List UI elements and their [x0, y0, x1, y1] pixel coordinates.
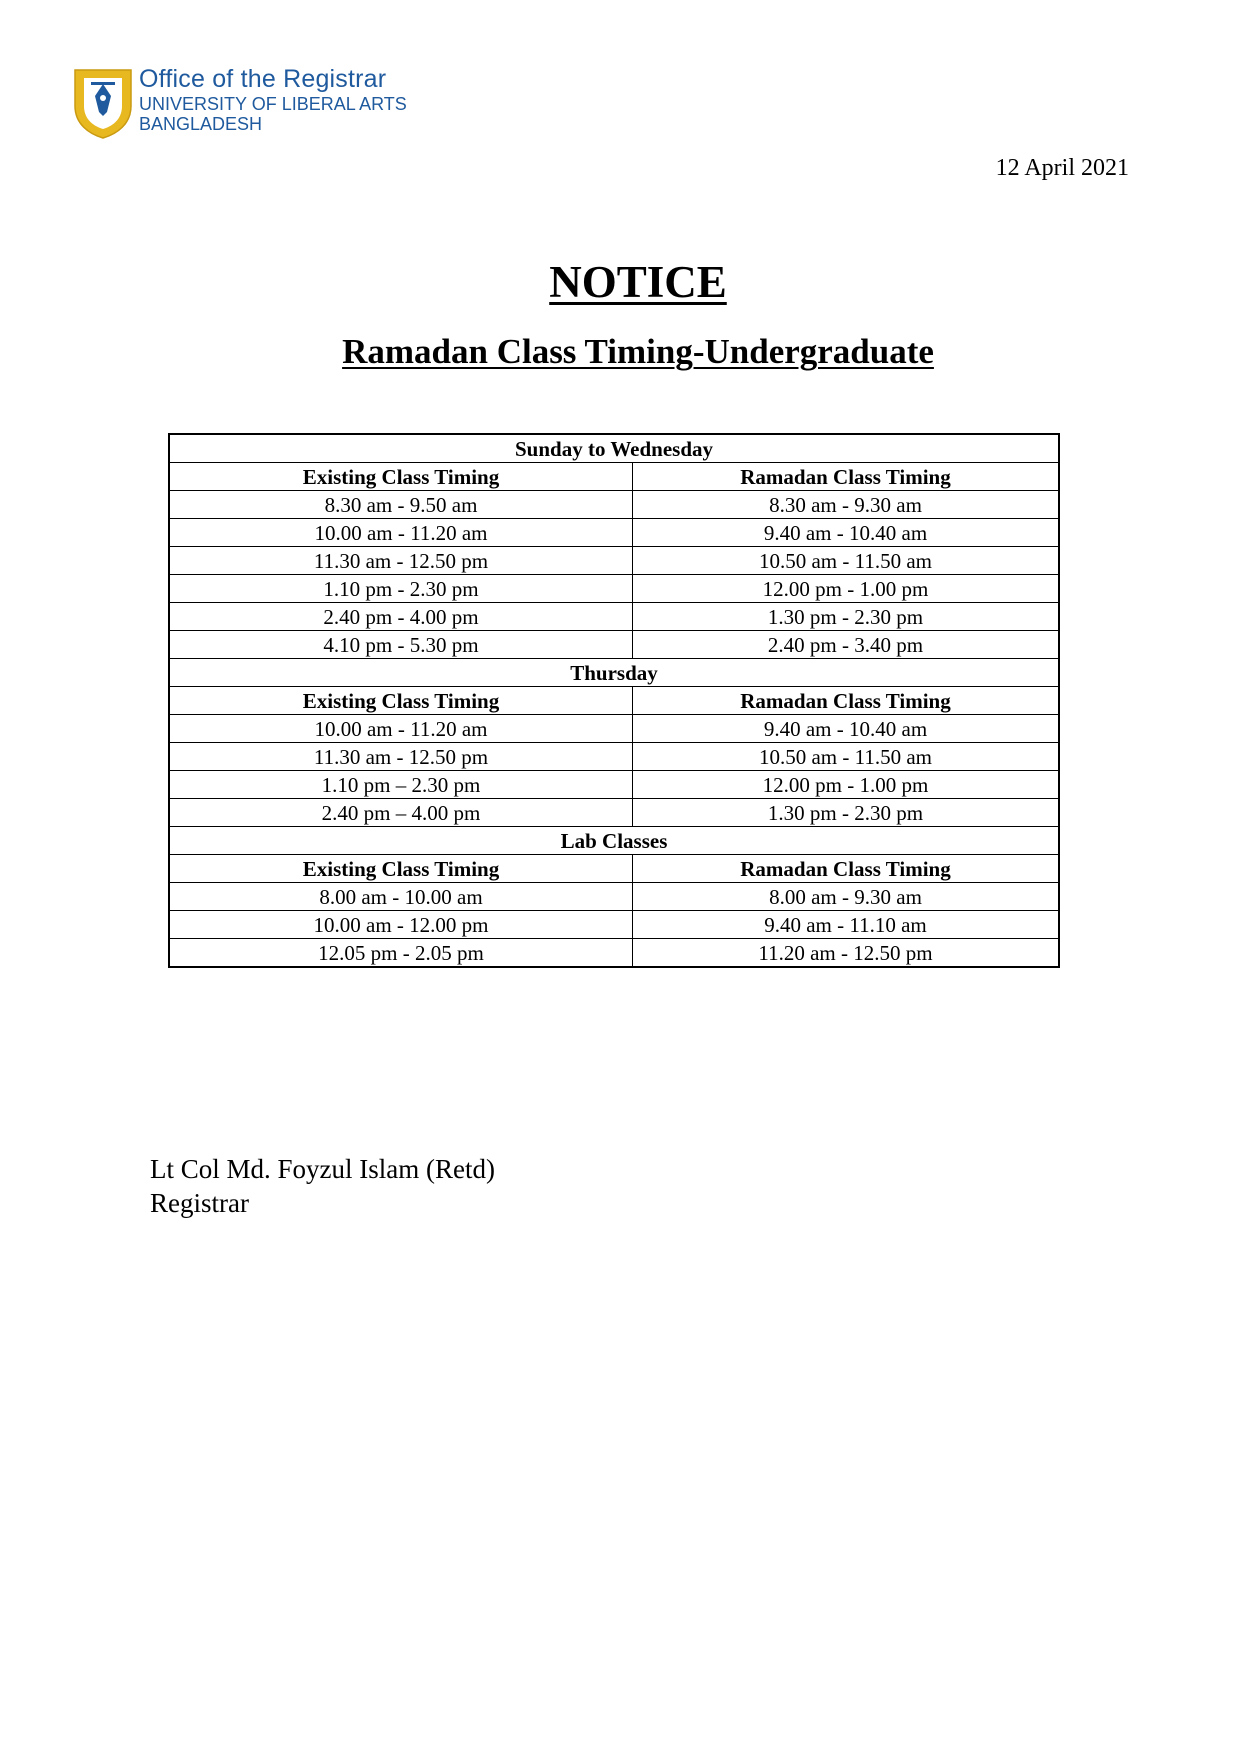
existing-timing-cell: 11.30 am - 12.50 pm	[169, 547, 633, 575]
existing-timing-cell: 1.10 pm – 2.30 pm	[169, 771, 633, 799]
table-row	[169, 603, 1059, 631]
ramadan-timing-cell: 11.20 am - 12.50 pm	[633, 939, 1060, 968]
existing-timing-cell: 8.00 am - 10.00 am	[169, 883, 633, 911]
section-header-row	[169, 434, 1059, 463]
ramadan-timing-cell: 9.40 am - 11.10 am	[633, 911, 1060, 939]
ramadan-timing-header: Ramadan Class Timing	[633, 687, 1060, 715]
ramadan-timing-cell: 1.30 pm - 2.30 pm	[633, 799, 1060, 827]
existing-timing-cell: 4.10 pm - 5.30 pm	[169, 631, 633, 659]
existing-timing-cell: 10.00 am - 11.20 am	[169, 715, 633, 743]
column-header-row	[169, 687, 1059, 715]
section-title: Lab Classes	[169, 827, 1059, 855]
table-row	[169, 939, 1059, 968]
ramadan-timing-cell: 10.50 am - 11.50 am	[633, 743, 1060, 771]
logo-country: BANGLADESH	[139, 114, 263, 134]
existing-timing-header: Existing Class Timing	[169, 687, 633, 715]
ramadan-timing-cell: 1.30 pm - 2.30 pm	[633, 603, 1060, 631]
signature-block	[150, 1152, 495, 1220]
table-row	[169, 575, 1059, 603]
existing-timing-cell: 11.30 am - 12.50 pm	[169, 743, 633, 771]
table-row	[169, 631, 1059, 659]
table-row	[169, 547, 1059, 575]
section-title: Thursday	[169, 659, 1059, 687]
ramadan-timing-cell: 2.40 pm - 3.40 pm	[633, 631, 1060, 659]
table-row	[169, 799, 1059, 827]
table-row	[169, 771, 1059, 799]
logo-university-name: UNIVERSITY OF LIBERAL ARTS	[139, 94, 407, 114]
existing-timing-cell: 2.40 pm – 4.00 pm	[169, 799, 633, 827]
table-row	[169, 911, 1059, 939]
existing-timing-cell: 1.10 pm - 2.30 pm	[169, 575, 633, 603]
existing-timing-cell: 2.40 pm - 4.00 pm	[169, 603, 633, 631]
existing-timing-cell: 10.00 am - 12.00 pm	[169, 911, 633, 939]
table-row	[169, 883, 1059, 911]
notice-title: NOTICE	[549, 257, 727, 307]
university-emblem-icon	[71, 66, 135, 140]
ramadan-timing-cell: 9.40 am - 10.40 am	[633, 519, 1060, 547]
logo-text	[139, 64, 407, 134]
ramadan-timing-cell: 8.00 am - 9.30 am	[633, 883, 1060, 911]
ramadan-timing-cell: 8.30 am - 9.30 am	[633, 491, 1060, 519]
ramadan-timing-header: Ramadan Class Timing	[633, 463, 1060, 491]
ramadan-timing-cell: 10.50 am - 11.50 am	[633, 547, 1060, 575]
section-title: Sunday to Wednesday	[169, 434, 1059, 463]
registrar-logo	[71, 64, 411, 144]
table-row	[169, 491, 1059, 519]
ramadan-timing-cell: 12.00 pm - 1.00 pm	[633, 771, 1060, 799]
existing-timing-cell: 8.30 am - 9.50 am	[169, 491, 633, 519]
existing-timing-cell: 12.05 pm - 2.05 pm	[169, 939, 633, 968]
existing-timing-header: Existing Class Timing	[169, 463, 633, 491]
signatory-designation: Registrar	[150, 1188, 249, 1218]
notice-date: 12 April 2021	[995, 155, 1129, 181]
table-row	[169, 519, 1059, 547]
section-header-row	[169, 659, 1059, 687]
signatory-name: Lt Col Md. Foyzul Islam (Retd)	[150, 1154, 495, 1184]
existing-timing-header: Existing Class Timing	[169, 855, 633, 883]
column-header-row	[169, 463, 1059, 491]
notice-subtitle: Ramadan Class Timing-Undergraduate	[342, 332, 934, 371]
class-timing-table	[168, 433, 1060, 968]
table-row	[169, 715, 1059, 743]
ramadan-timing-header: Ramadan Class Timing	[633, 855, 1060, 883]
column-header-row	[169, 855, 1059, 883]
table-row	[169, 743, 1059, 771]
existing-timing-cell: 10.00 am - 11.20 am	[169, 519, 633, 547]
section-header-row	[169, 827, 1059, 855]
ramadan-timing-cell: 12.00 pm - 1.00 pm	[633, 575, 1060, 603]
ramadan-timing-cell: 9.40 am - 10.40 am	[633, 715, 1060, 743]
logo-office-name: Office of the Registrar	[139, 65, 387, 93]
